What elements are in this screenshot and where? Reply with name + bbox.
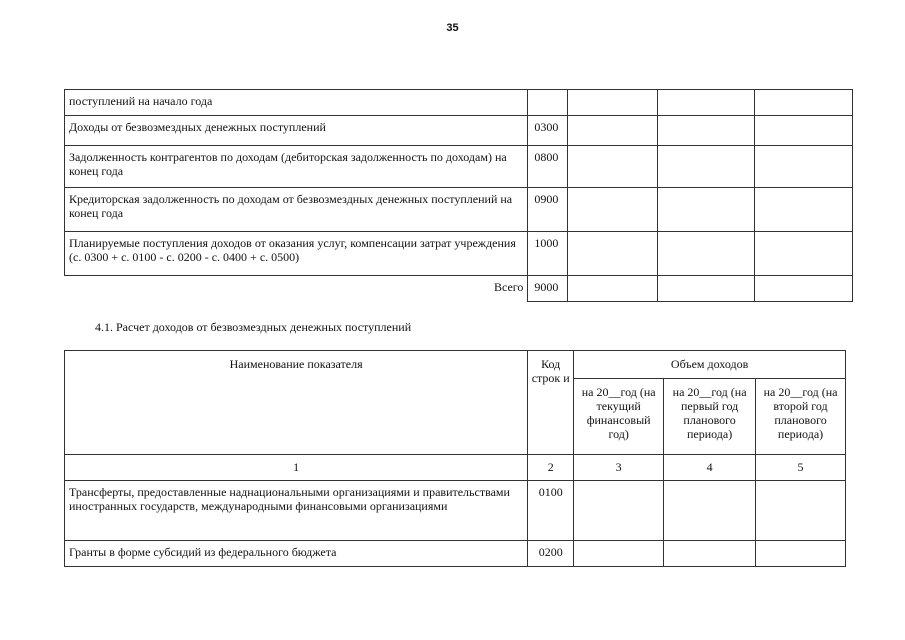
- value-cell: [568, 232, 658, 276]
- row-code: 0900: [528, 188, 568, 232]
- section-heading: 4.1. Расчет доходов от безвозмездных денежных поступлений: [95, 320, 412, 334]
- value-cell: [568, 90, 658, 116]
- row-code: 1000: [528, 232, 568, 276]
- total-label: Всего: [65, 276, 528, 302]
- header-col3: на 20__год (на текущий финансовый год): [574, 379, 664, 455]
- total-code: 9000: [528, 276, 568, 302]
- table-row: [65, 481, 846, 541]
- value-cell: [756, 541, 846, 567]
- row-code: 0300: [528, 116, 568, 146]
- value-cell: [658, 146, 755, 188]
- row-name: Кредиторская задолженность по доходам от безвозмездных денежных поступлений на конец года: [65, 188, 528, 232]
- table-row: [65, 232, 853, 276]
- row-code: 0800: [528, 146, 568, 188]
- value-cell: [658, 188, 755, 232]
- header-row: [65, 351, 846, 379]
- header-name: Наименование показателя: [65, 351, 528, 455]
- table-row: [65, 90, 853, 116]
- row-name: Доходы от безвозмездных денежных поступлений: [65, 116, 528, 146]
- row-code: 0200: [528, 541, 574, 567]
- column-number: 1: [65, 455, 528, 481]
- value-cell: [755, 276, 853, 302]
- row-code: 0100: [528, 481, 574, 541]
- header-col4: на 20__год (на первый год планового периода): [664, 379, 756, 455]
- column-number: 3: [574, 455, 664, 481]
- value-cell: [568, 116, 658, 146]
- value-cell: [568, 276, 658, 302]
- value-cell: [658, 90, 755, 116]
- value-cell: [658, 116, 755, 146]
- value-cell: [568, 188, 658, 232]
- column-number: 5: [756, 455, 846, 481]
- table-row: [65, 541, 846, 567]
- table-row: [65, 146, 853, 188]
- column-number: 4: [664, 455, 756, 481]
- page-number: 35: [446, 22, 459, 34]
- value-cell: [658, 232, 755, 276]
- value-cell: [664, 481, 756, 541]
- total-row: [65, 276, 853, 302]
- value-cell: [755, 116, 853, 146]
- value-cell: [756, 481, 846, 541]
- header-code: Код строк и: [528, 351, 574, 455]
- row-name: Задолженность контрагентов по доходам (дебиторская задолженность по доходам) на конец года: [65, 146, 528, 188]
- value-cell: [664, 541, 756, 567]
- table-row: [65, 188, 853, 232]
- header-col5: на 20__год (на второй год планового периода): [756, 379, 846, 455]
- row-name: Планируемые поступления доходов от оказания услуг, компенсации затрат учреждения (с. 0300 + с. 0100 - с. 0200 - с. 0400 + с. 0500): [65, 232, 528, 276]
- value-cell: [755, 188, 853, 232]
- row-name: Трансферты, предоставленные наднациональными организациями и правительствами иностранных государств, международными финансовыми организациями: [65, 481, 528, 541]
- value-cell: [755, 146, 853, 188]
- income-table: [64, 89, 853, 302]
- value-cell: [755, 232, 853, 276]
- value-cell: [574, 481, 664, 541]
- table-row: [65, 116, 853, 146]
- row-name: Гранты в форме субсидий из федерального бюджета: [65, 541, 528, 567]
- value-cell: [755, 90, 853, 116]
- header-volume: Объем доходов: [574, 351, 846, 379]
- row-code: [528, 90, 568, 116]
- value-cell: [568, 146, 658, 188]
- row-name: поступлений на начало года: [65, 90, 528, 116]
- grants-table: [64, 350, 846, 567]
- value-cell: [574, 541, 664, 567]
- value-cell: [658, 276, 755, 302]
- numbering-row: [65, 455, 846, 481]
- column-number: 2: [528, 455, 574, 481]
